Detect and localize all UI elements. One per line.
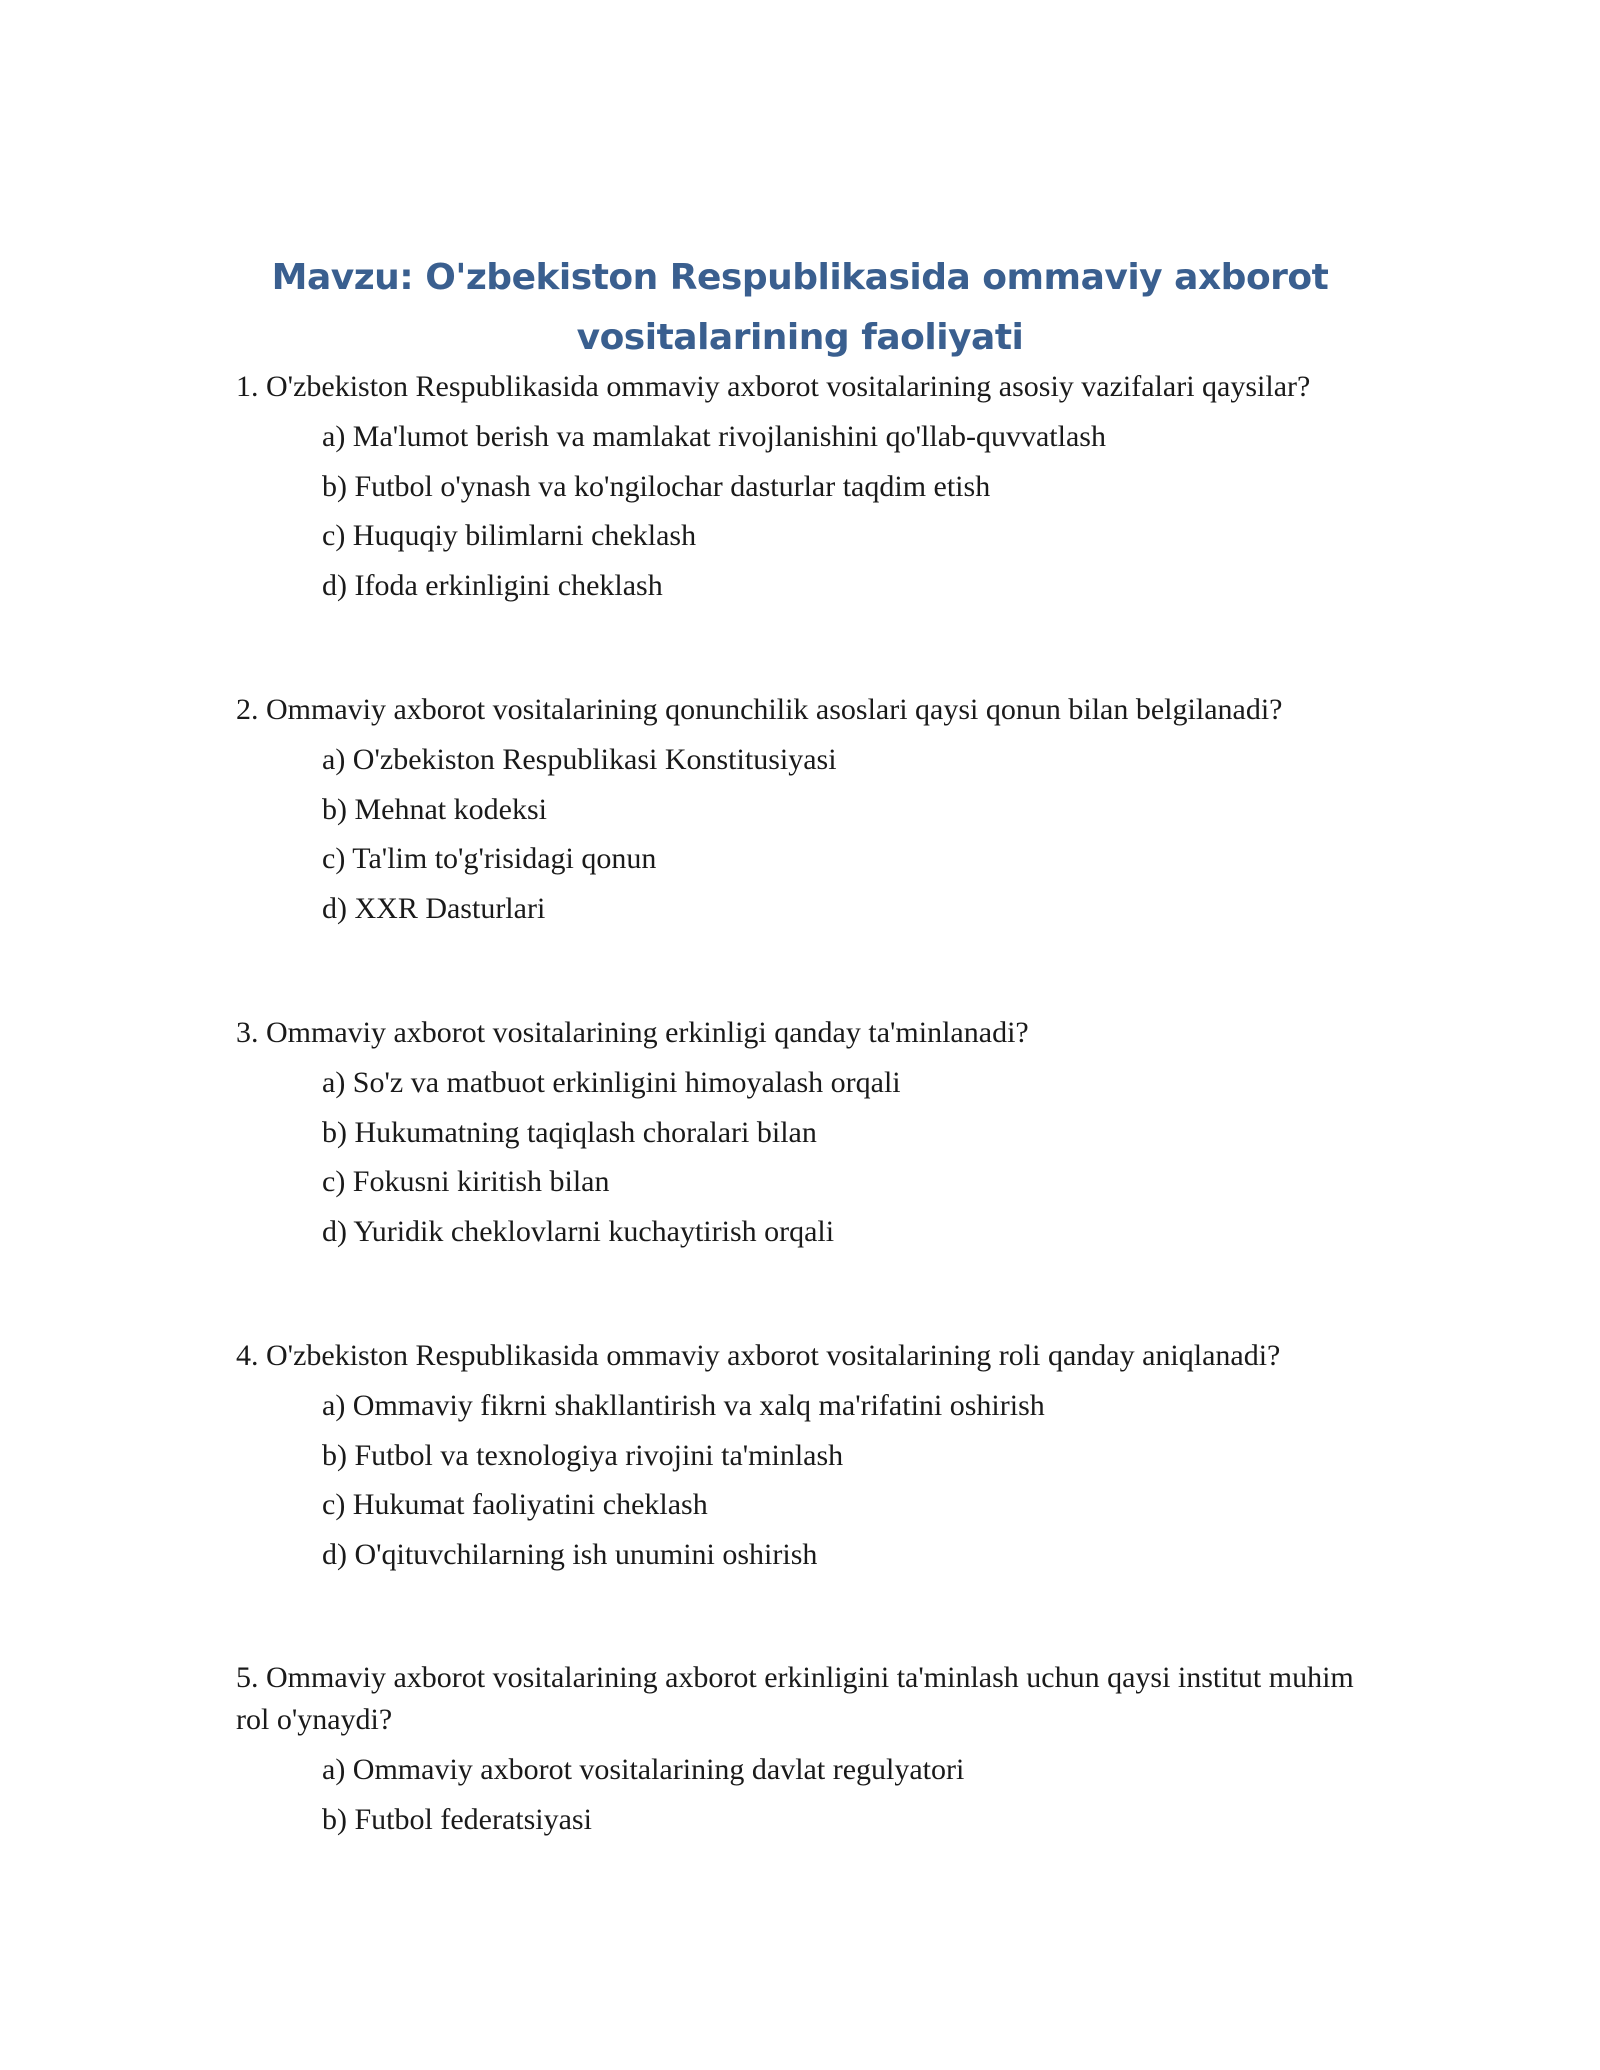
question-1 xyxy=(236,366,1364,614)
question-2 xyxy=(236,689,1364,937)
answer-option-b: b) Futbol federatsiyasi xyxy=(322,1802,592,1836)
answer-option-d: d) Yuridik cheklovlarni kuchaytirish orqali xyxy=(322,1214,835,1248)
question-text: 2. Ommaviy axborot vositalarining qonunchilik asoslari qaysi qonun bilan belgilanadi? xyxy=(236,693,1283,726)
title-line-2: vositalarining faoliyati xyxy=(576,317,1024,358)
answer-option-c: c) Huquqiy bilimlarni cheklash xyxy=(322,519,697,552)
document-title xyxy=(236,248,1364,368)
answer-option-a: a) Ma'lumot berish va mamlakat rivojlanishini qo'llab-quvvatlash xyxy=(322,420,1106,453)
answer-option-c: c) Fokusni kiritish bilan xyxy=(322,1165,610,1198)
answer-option-c: c) Hukumat faoliyatini cheklash xyxy=(322,1488,708,1521)
answer-option-a: a) Ommaviy axborot vositalarining davlat regulyatori xyxy=(322,1753,965,1786)
question-text: 3. Ommaviy axborot vositalarining erkinligi qanday ta'minlanadi? xyxy=(236,1016,1029,1049)
answer-option-c: c) Ta'lim to'g'risidagi qonun xyxy=(322,842,657,875)
answer-option-d: d) O'qituvchilarning ish unumini oshirish xyxy=(322,1537,818,1571)
answer-options xyxy=(322,739,1364,937)
question-text: 5. Ommaviy axborot vositalarining axborot erkinligini ta'minlash uchun qaysi institut muhim rol o'ynaydi? xyxy=(236,1661,1354,1736)
answer-option-b: b) Futbol va texnologiya rivojini ta'minlash xyxy=(322,1438,844,1472)
question-3 xyxy=(236,1012,1364,1260)
title-line-1: Mavzu: O'zbekiston Respublikasida ommaviy axborot xyxy=(271,257,1329,298)
answer-option-d: d) XXR Dasturlari xyxy=(322,891,546,925)
question-4 xyxy=(236,1335,1364,1583)
answer-option-a: a) So'z va matbuot erkinligini himoyalash orqali xyxy=(322,1066,901,1099)
answer-option-b: b) Hukumatning taqiqlash choralari bilan xyxy=(322,1115,817,1149)
answer-options xyxy=(322,1062,1364,1260)
answer-options xyxy=(322,416,1364,614)
answer-options xyxy=(322,1749,1364,1848)
answer-option-a: a) Ommaviy fikrni shakllantirish va xalq ma'rifatini oshirish xyxy=(322,1389,1045,1422)
answer-option-b: b) Mehnat kodeksi xyxy=(322,792,547,826)
answer-option-a: a) O'zbekiston Respublikasi Konstitusiyasi xyxy=(322,743,837,776)
question-5 xyxy=(236,1657,1364,1848)
question-text: 4. O'zbekiston Respublikasida ommaviy axborot vositalarining roli qanday aniqlanadi? xyxy=(236,1339,1281,1372)
answer-option-b: b) Futbol o'ynash va ko'ngilochar dasturlar taqdim etish xyxy=(322,469,991,503)
answer-options xyxy=(322,1385,1364,1583)
answer-option-d: d) Ifoda erkinligini cheklash xyxy=(322,568,663,602)
question-text: 1. O'zbekiston Respublikasida ommaviy axborot vositalarining asosiy vazifalari qaysilar? xyxy=(236,370,1311,403)
